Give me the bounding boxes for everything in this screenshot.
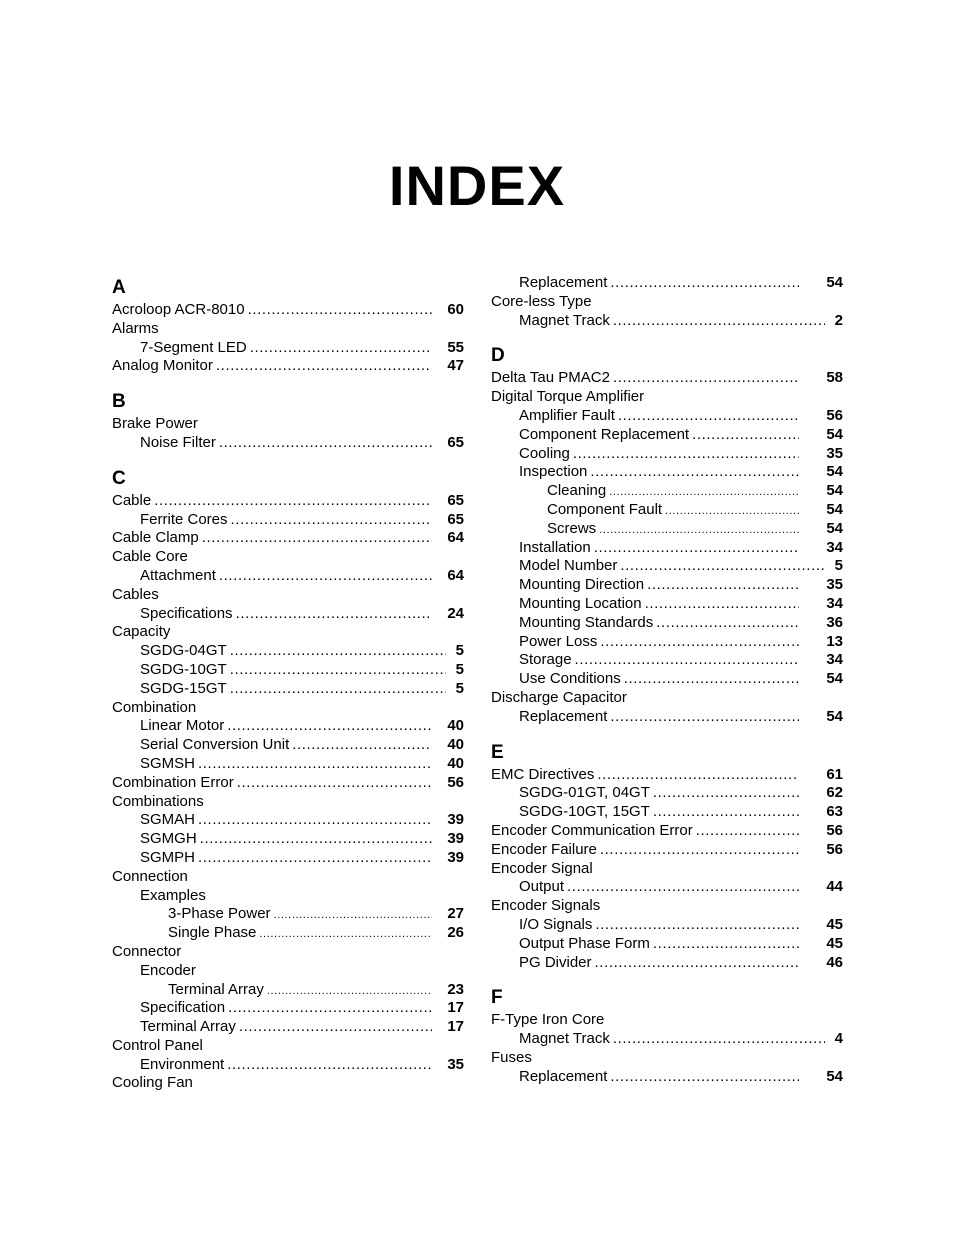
section-gap (491, 330, 843, 342)
page-number: 34 (826, 594, 843, 612)
entry-label: Cable Clamp (112, 529, 199, 547)
entry-label: Use Conditions (519, 670, 621, 688)
index-entry (491, 651, 843, 670)
dot-leader (225, 999, 432, 1018)
entry-label: Inspection (519, 463, 588, 481)
dot-leader (564, 878, 799, 897)
dot-leader (227, 642, 446, 661)
entry-label: SGMGH (140, 830, 197, 848)
dot-leader (227, 680, 446, 699)
index-entry (491, 388, 843, 407)
index-entry (112, 492, 464, 511)
index-entry (112, 357, 464, 376)
page-number: 24 (447, 604, 464, 622)
index-entry (491, 954, 843, 973)
section-letter: A (112, 277, 126, 298)
dot-leader (607, 708, 799, 727)
dot-leader (653, 614, 799, 633)
entry-label: PG Divider (519, 953, 592, 971)
entry-label: Component Fault (547, 500, 663, 518)
index-entry (491, 708, 843, 727)
page-number: 35 (826, 444, 843, 462)
entry-label: Magnet Track (519, 311, 610, 329)
index-entry (112, 905, 464, 924)
page-number: 45 (826, 934, 843, 952)
index-entry (112, 981, 464, 1000)
page-number: 62 (826, 784, 843, 802)
page-number: 5 (834, 557, 843, 575)
dot-leader (617, 557, 825, 576)
index-entry (491, 520, 843, 539)
entry-label: SGMSH (140, 754, 196, 772)
index-entry (491, 1049, 843, 1068)
entry-label: Core-less Type (491, 292, 592, 310)
entry-label: Mounting Location (519, 594, 642, 612)
page-number: 46 (826, 953, 843, 971)
index-entry (112, 717, 464, 736)
page-number: 47 (447, 357, 464, 375)
page-number: 65 (447, 510, 464, 528)
dot-leader (197, 830, 432, 849)
entry-label: Fuses (491, 1048, 532, 1066)
page-number: 40 (447, 754, 464, 772)
entry-label: SGDG-01GT, 04GT (519, 784, 650, 802)
page-number: 26 (447, 924, 464, 942)
index-entry (112, 1074, 464, 1093)
entry-label: Combination (112, 698, 197, 716)
dot-leader (610, 312, 825, 331)
index-entry (112, 849, 464, 868)
entry-label: Discharge Capacitor (491, 688, 627, 706)
index-entry (491, 1068, 843, 1087)
page-number: 34 (826, 651, 843, 669)
entry-label: Attachment (140, 566, 216, 584)
index-entry (112, 511, 464, 530)
index-entry (112, 793, 464, 812)
index-entry (112, 605, 464, 624)
section-gap (491, 972, 843, 984)
index-entry (491, 293, 843, 312)
dot-leader (596, 521, 799, 540)
page-number: 5 (455, 679, 464, 697)
page-number: 35 (826, 576, 843, 594)
index-entry (491, 670, 843, 689)
entry-label: 7-Segment LED (140, 338, 247, 356)
index-entry (112, 999, 464, 1018)
page-number: 56 (447, 773, 464, 791)
entry-label: Component Replacement (519, 425, 690, 443)
section-gap (491, 727, 843, 739)
page-number: 39 (447, 848, 464, 866)
index-entry (112, 320, 464, 339)
index-entry (112, 301, 464, 320)
index-entry (112, 623, 464, 642)
dot-leader (195, 849, 432, 868)
page-number: 36 (826, 613, 843, 631)
index-entry (112, 661, 464, 680)
entry-label: Cables (112, 585, 159, 603)
dot-leader (587, 463, 799, 482)
entry-label: Terminal Array (140, 1018, 236, 1036)
section-gap (112, 453, 464, 465)
entry-label: F-Type Iron Core (491, 1011, 605, 1029)
index-entry (112, 924, 464, 943)
index-column-right (491, 274, 843, 1086)
index-column-left (112, 274, 464, 1093)
index-entry (112, 567, 464, 586)
dot-leader (228, 511, 432, 530)
page-number: 13 (826, 632, 843, 650)
index-entry (112, 811, 464, 830)
page-number: 5 (455, 642, 464, 660)
entry-label: Mounting Direction (519, 576, 645, 594)
dot-leader (151, 492, 432, 511)
page-number: 44 (826, 878, 843, 896)
page-number: 54 (826, 1067, 843, 1085)
page-number: 56 (826, 406, 843, 424)
entry-label: Output (519, 878, 565, 896)
dot-leader (195, 755, 432, 774)
dot-leader (570, 445, 799, 464)
dot-leader (650, 935, 799, 954)
index-entry (112, 434, 464, 453)
entry-label: Connection (112, 867, 188, 885)
dot-leader (642, 595, 799, 614)
dot-leader (199, 529, 432, 548)
dot-leader (621, 670, 799, 689)
page-number: 35 (447, 1055, 464, 1073)
page-number: 54 (826, 519, 843, 537)
page-number: 40 (447, 736, 464, 754)
index-entry (491, 935, 843, 954)
index-entry (112, 830, 464, 849)
index-entry (491, 557, 843, 576)
entry-label: SGDG-04GT (140, 642, 227, 660)
entry-label: Combination Error (112, 773, 234, 791)
section-letter: C (112, 467, 126, 489)
page-number: 54 (826, 707, 843, 725)
entry-label: Ferrite Cores (140, 510, 228, 528)
dot-leader (644, 576, 799, 595)
page-number: 54 (826, 670, 843, 688)
page-number: 54 (826, 274, 843, 291)
dot-leader (592, 916, 799, 935)
index-entry (112, 699, 464, 718)
entry-label: Model Number (519, 557, 618, 575)
index-entry (112, 1018, 464, 1037)
index-entry (491, 614, 843, 633)
index-entry (112, 962, 464, 981)
entry-label: Delta Tau PMAC2 (491, 369, 610, 387)
dot-leader (591, 539, 799, 558)
dot-leader (607, 274, 799, 293)
page-title: INDEX (388, 154, 566, 217)
entry-label: Replacement (519, 1067, 608, 1085)
dot-leader (224, 1056, 432, 1075)
index-entry (112, 887, 464, 906)
entry-label: Environment (140, 1055, 225, 1073)
index-entry (491, 274, 843, 293)
dot-leader (195, 811, 432, 830)
index-entry (112, 548, 464, 567)
dot-leader (610, 1030, 825, 1049)
entry-label: Noise Filter (140, 433, 216, 451)
dot-leader (689, 426, 799, 445)
index-entry (491, 1011, 843, 1030)
entry-label: Replacement (519, 274, 608, 291)
page-number: 56 (826, 840, 843, 858)
page-number: 58 (826, 369, 843, 387)
page-number: 17 (447, 999, 464, 1017)
index-entry (491, 784, 843, 803)
dot-leader (233, 605, 432, 624)
page-number: 39 (447, 811, 464, 829)
dot-leader (594, 766, 799, 785)
dot-leader (289, 736, 432, 755)
dot-leader (572, 651, 799, 670)
index-entry (491, 312, 843, 331)
dot-leader (662, 502, 799, 521)
section-letter: E (491, 741, 504, 763)
page-number: 65 (447, 491, 464, 509)
index-entry (491, 860, 843, 879)
dot-leader (597, 633, 799, 652)
index-entry (112, 774, 464, 793)
dot-leader (256, 925, 432, 944)
entry-label: Replacement (519, 707, 608, 725)
section-gap (112, 376, 464, 388)
index-entry (491, 501, 843, 520)
page-number: 2 (834, 311, 843, 329)
dot-leader (650, 784, 799, 803)
index-entry (112, 1037, 464, 1056)
page-number: 54 (826, 482, 843, 500)
dot-leader (597, 841, 799, 860)
index-entry (112, 529, 464, 548)
index-entry (491, 633, 843, 652)
page-number: 54 (826, 500, 843, 518)
page-number: 61 (826, 765, 843, 783)
section-letter: B (112, 391, 126, 413)
dot-leader (610, 369, 799, 388)
index-entry (491, 916, 843, 935)
dot-leader (693, 822, 799, 841)
entry-label: SGDG-10GT (140, 660, 227, 678)
entry-label: SGDG-15GT (140, 679, 227, 697)
entry-label: Output Phase Form (519, 934, 650, 952)
page-number: 63 (826, 803, 843, 821)
page-number: 34 (826, 538, 843, 556)
dot-leader (606, 483, 799, 502)
page-number: 5 (455, 660, 464, 678)
entry-label: Encoder Signals (491, 897, 601, 915)
entry-label: Alarms (112, 319, 159, 337)
entry-label: Mounting Standards (519, 613, 654, 631)
page-number: 45 (826, 915, 843, 933)
entry-label: Cable (112, 491, 152, 509)
page-number: 17 (447, 1018, 464, 1036)
entry-label: Amplifier Fault (519, 406, 615, 424)
page-number: 39 (447, 830, 464, 848)
index-entry (491, 482, 843, 501)
entry-label: Cooling (519, 444, 570, 462)
dot-leader (227, 661, 446, 680)
entry-label: Capacity (112, 623, 171, 641)
entry-label: Cooling Fan (112, 1074, 193, 1092)
entry-label: Encoder Communication Error (491, 821, 693, 839)
page-number: 65 (447, 433, 464, 451)
dot-leader (607, 1068, 799, 1087)
entry-label: Terminal Array (168, 980, 264, 998)
page-number: 4 (834, 1030, 843, 1048)
entry-label: Single Phase (168, 924, 257, 942)
index-entry (491, 539, 843, 558)
index-entry (112, 1056, 464, 1075)
index-entry (491, 445, 843, 464)
page-number: 54 (826, 463, 843, 481)
index-entry (112, 415, 464, 434)
index-entry (491, 1030, 843, 1049)
dot-leader (650, 803, 799, 822)
index-entry (491, 689, 843, 708)
page-number: 23 (447, 980, 464, 998)
entry-label: SGMPH (140, 848, 196, 866)
dot-leader (236, 1018, 432, 1037)
dot-leader (213, 357, 432, 376)
dot-leader (216, 434, 432, 453)
page-number: 64 (447, 566, 464, 584)
section-letter: D (491, 345, 505, 367)
entry-label: Digital Torque Amplifier (491, 388, 645, 406)
entry-label: Storage (519, 651, 572, 669)
dot-leader (247, 339, 432, 358)
entry-label: Encoder (140, 961, 196, 979)
entry-label: I/O Signals (519, 915, 593, 933)
entry-label: Examples (140, 886, 206, 904)
entry-label: Specifications (140, 604, 233, 622)
index-entry (112, 736, 464, 755)
entry-label: Power Loss (519, 632, 598, 650)
dot-leader (245, 301, 432, 320)
index-entry (112, 642, 464, 661)
page-number: 27 (447, 905, 464, 923)
index-entry (491, 878, 843, 897)
entry-label: 3-Phase Power (168, 905, 271, 923)
dot-leader (216, 567, 432, 586)
entry-label: Encoder Failure (491, 840, 597, 858)
index-entry (491, 463, 843, 482)
index-entry (491, 897, 843, 916)
index-entry (112, 586, 464, 605)
index-entry (491, 803, 843, 822)
dot-leader (271, 906, 432, 925)
index-entry (491, 595, 843, 614)
dot-leader (234, 774, 432, 793)
entry-label: Serial Conversion Unit (140, 736, 290, 754)
entry-label: Linear Motor (140, 717, 225, 735)
entry-label: Screws (547, 519, 597, 537)
index-entry (112, 339, 464, 358)
entry-label: Encoder Signal (491, 859, 593, 877)
entry-label: Installation (519, 538, 591, 556)
index-entry (491, 407, 843, 426)
page-number: 56 (826, 821, 843, 839)
index-entry (491, 369, 843, 388)
index-entry (112, 755, 464, 774)
dot-leader (592, 954, 799, 973)
index-entry (491, 766, 843, 785)
dot-leader (264, 982, 432, 1001)
index-entry (491, 426, 843, 445)
index-entry (491, 576, 843, 595)
index-entry (112, 943, 464, 962)
entry-label: SGDG-10GT, 15GT (519, 803, 650, 821)
page-number: 64 (447, 529, 464, 547)
dot-leader (615, 407, 799, 426)
entry-label: Acroloop ACR-8010 (112, 301, 245, 318)
entry-label: Cleaning (547, 482, 607, 500)
page-number: 40 (447, 717, 464, 735)
index-entry (112, 680, 464, 699)
entry-label: Cable Core (112, 548, 188, 566)
page-number: 54 (826, 425, 843, 443)
page-number: 60 (447, 301, 464, 318)
page-number: 55 (447, 338, 464, 356)
dot-leader (224, 717, 432, 736)
entry-label: Connector (112, 942, 182, 960)
index-entry (491, 822, 843, 841)
entry-label: Specification (140, 999, 226, 1017)
entry-label: Magnet Track (519, 1030, 610, 1048)
entry-label: Brake Power (112, 415, 198, 433)
entry-label: Control Panel (112, 1036, 203, 1054)
entry-label: EMC Directives (491, 765, 595, 783)
entry-label: Combinations (112, 792, 204, 810)
section-letter: F (491, 987, 503, 1009)
entry-label: Analog Monitor (112, 357, 213, 375)
entry-label: SGMAH (140, 811, 196, 829)
index-entry (491, 841, 843, 860)
index-entry (112, 868, 464, 887)
